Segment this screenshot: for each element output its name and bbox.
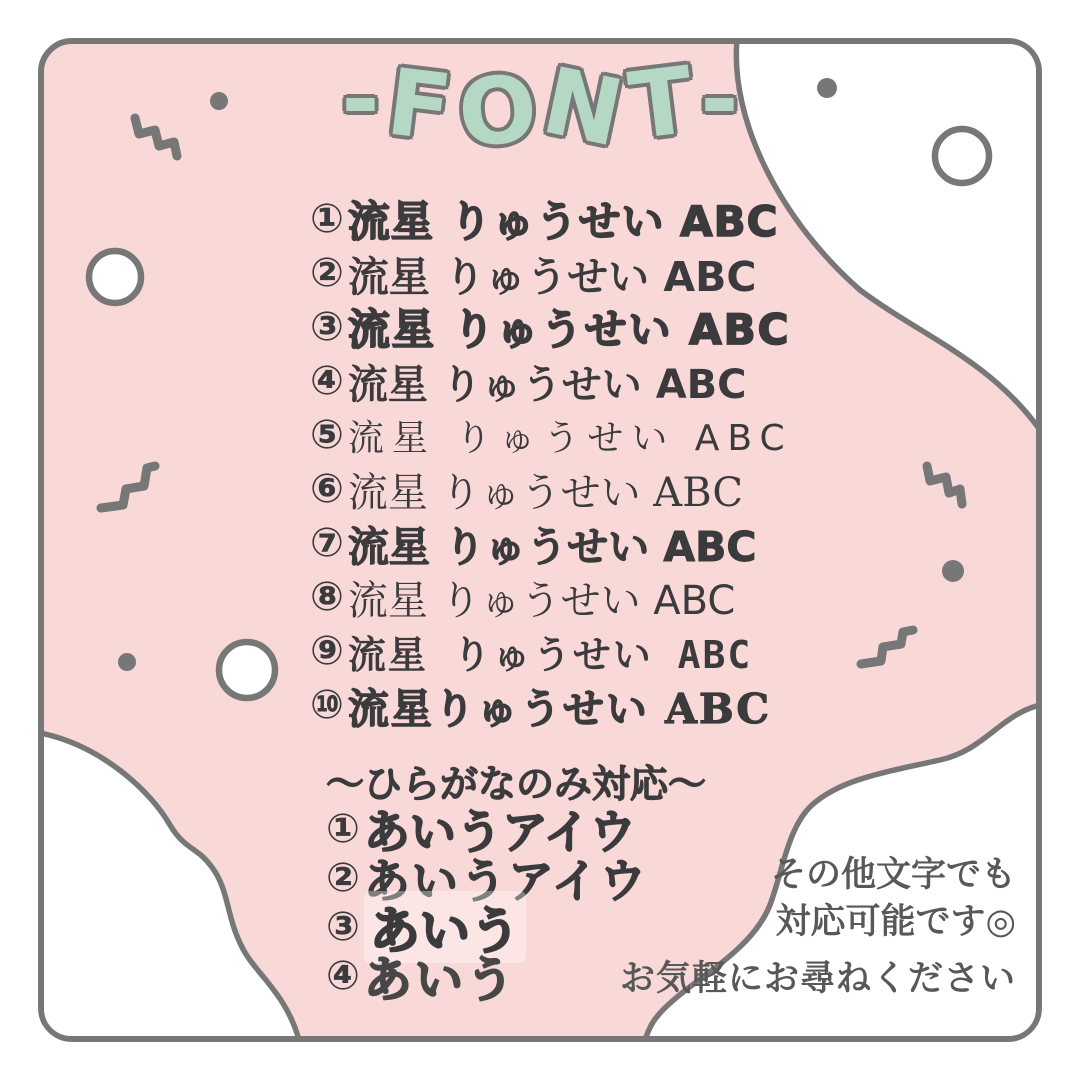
- note-line: 対応可能です◎: [775, 902, 1016, 942]
- title-letter: -: [700, 46, 739, 153]
- dot-decoration: [942, 560, 964, 582]
- title-letter: T: [623, 46, 699, 161]
- font-sample-row: [310, 354, 793, 408]
- title-letter: -: [341, 46, 380, 153]
- font-sample-row: [310, 516, 793, 570]
- row-number: ④: [326, 952, 360, 999]
- font-sample-text: 流星りゅうせい ABC: [347, 684, 772, 733]
- font-sample-text: 流星 りゅうせい ABC: [347, 469, 743, 516]
- contact-note: [620, 852, 1016, 1003]
- row-number: ③: [326, 903, 360, 950]
- row-number: ⑨: [310, 628, 344, 674]
- title-letter: F: [381, 48, 457, 163]
- hiragana-sample-text: あいう: [363, 952, 517, 1008]
- row-number: ②: [326, 854, 360, 901]
- font-sample-row: [310, 462, 793, 516]
- hiragana-sample-text: あいう: [364, 891, 526, 963]
- font-sample-text: 流星 りゅうせい ABC: [347, 197, 779, 246]
- font-sample-text: 流星 りゅうせい ABC: [347, 632, 753, 677]
- white-circle-decoration: [89, 251, 141, 303]
- hiragana-sample-text: あいうアイウ: [363, 853, 648, 908]
- font-sample-row: [310, 408, 793, 462]
- dot-decoration: [118, 653, 136, 671]
- font-sample-text: 流星 りゅうせい ABC: [347, 577, 736, 624]
- font-sample-row: [310, 624, 793, 678]
- row-number: ③: [310, 304, 344, 350]
- note-line: お気軽にお尋ねください: [619, 959, 1016, 999]
- font-sample-text: 流星 りゅうせい ABC: [347, 361, 747, 408]
- font-sample-text: 流星 りゅうせい ABC: [347, 252, 757, 301]
- hiragana-sample-text: あいうアイウ: [363, 804, 636, 859]
- row-number: ⑥: [310, 466, 344, 512]
- font-sample-text: 流星 りゅうせい ABC: [347, 305, 791, 354]
- font-sample-text: 流星 りゅうせい ABC: [347, 417, 793, 459]
- row-number: ①: [310, 196, 344, 242]
- font-sample-row: [310, 300, 793, 354]
- font-sample-text: 流星 りゅうせい ABC: [347, 522, 757, 571]
- font-sample-list: [310, 192, 793, 732]
- hiragana-section-heading: 〜ひらがなのみ対応〜: [326, 761, 707, 806]
- font-sample-row: [310, 246, 793, 300]
- white-circle-decoration: [219, 642, 275, 698]
- font-sample-row: [310, 678, 793, 732]
- row-number: ①: [326, 805, 360, 852]
- note-line: その他文字でも: [770, 855, 1016, 895]
- row-number: ⑦: [310, 520, 344, 566]
- row-number: ⑧: [310, 574, 344, 620]
- row-number: ⑩: [310, 682, 344, 728]
- title-letter: O: [454, 54, 542, 169]
- row-number: ②: [310, 250, 344, 296]
- font-sample-row: [310, 192, 793, 246]
- page-title: [0, 46, 1080, 169]
- title-letter: N: [533, 47, 632, 168]
- row-number: ④: [310, 358, 344, 404]
- font-sample-row: [310, 570, 793, 624]
- row-number: ⑤: [310, 412, 344, 458]
